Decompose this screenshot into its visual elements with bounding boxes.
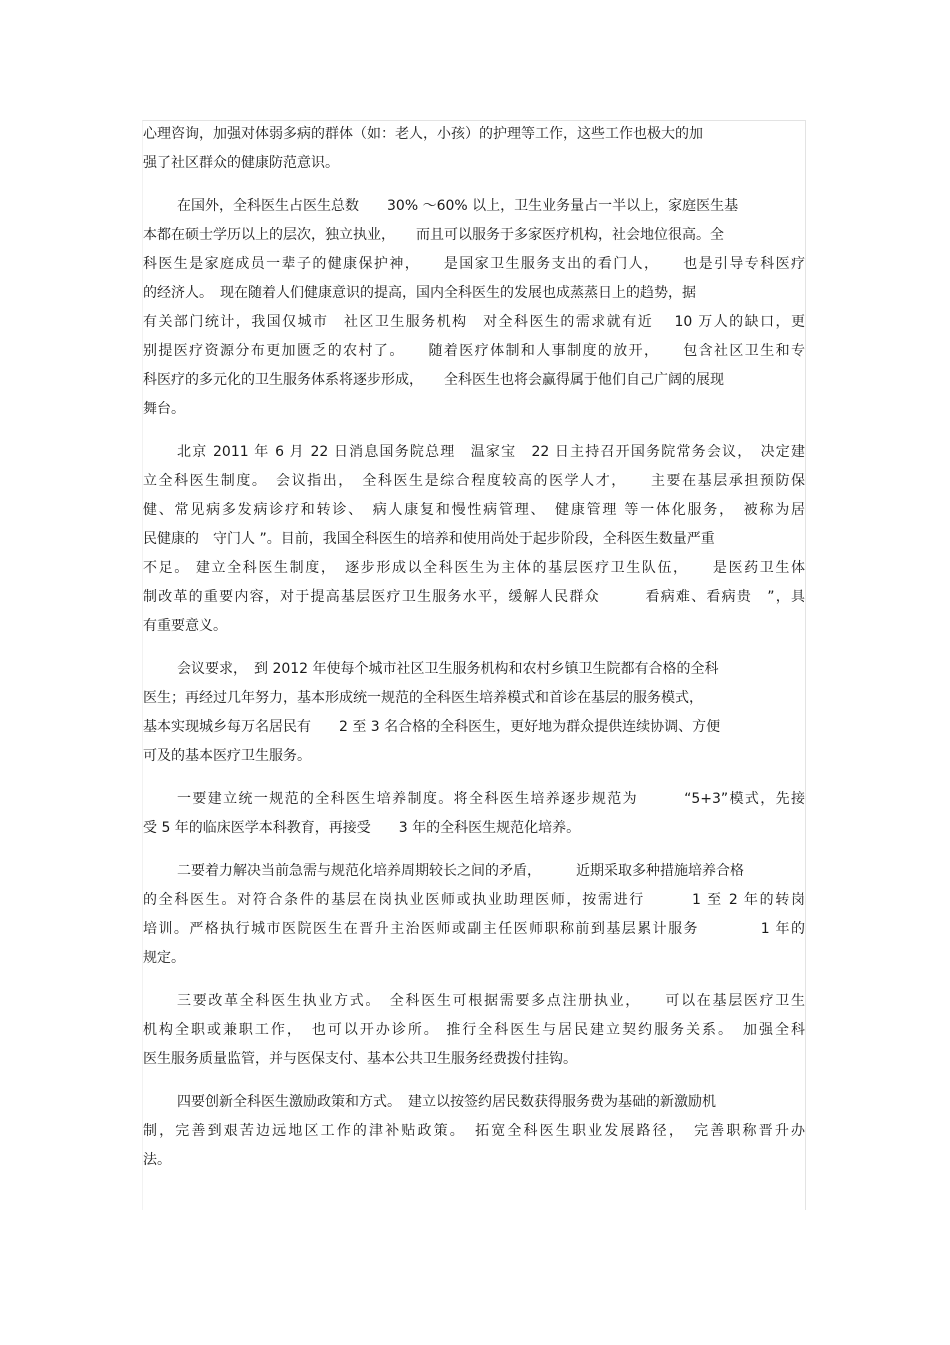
- text-line: 医生；再经过几年努力，基本形成统一规范的全科医生培养模式和首诊在基层的服务模式，: [143, 690, 703, 706]
- paragraph: [143, 1088, 805, 1175]
- paragraph: [143, 785, 805, 843]
- text-line: 一要建立统一规范的全科医生培养制度。将全科医生培养逐步规范为 “5+3”模式，先接: [177, 791, 805, 807]
- paragraph: [143, 655, 805, 771]
- text-line: 的全科医生。对符合条件的基层在岗执业医师或执业助理医师，按需进行 1 至 2 年的转岗: [143, 892, 805, 908]
- text-line: 心理咨询，加强对体弱多病的群体（如：老人，小孩）的护理等工作，这些工作也极大的加: [143, 126, 703, 142]
- text-line: 立全科医生制度。 会议指出， 全科医生是综合程度较高的医学人才， 主要在基层承担预防保: [143, 473, 805, 489]
- text-line: 科医疗的多元化的卫生服务体系将逐步形成， 全科医生也将会赢得属于他们自己广阔的展现: [143, 372, 724, 388]
- text-line: 在国外，全科医生占医生总数 30% ～60% 以上，卫生业务量占一半以上，家庭医生基: [177, 198, 739, 214]
- text-line: 医生服务质量监管，并与医保支付、基本公共卫生服务经费拨付挂钩。: [143, 1051, 577, 1067]
- text-line: 三要改革全科医生执业方式。 全科医生可根据需要多点注册执业， 可以在基层医疗卫生: [177, 993, 805, 1009]
- text-line: 制，完善到艰苦边远地区工作的津补贴政策。 拓宽全科医生职业发展路径， 完善职称晋升办: [143, 1123, 805, 1139]
- text-line: 的经济人。 现在随着人们健康意识的提高，国内全科医生的发展也成蒸蒸日上的趋势，据: [143, 285, 696, 301]
- text-line: 受 5 年的临床医学本科教育，再接受 3 年的全科医生规范化培养。: [143, 820, 581, 836]
- text-line: 二要着力解决当前急需与规范化培养周期较长之间的矛盾， 近期采取多种措施培养合格: [177, 863, 744, 879]
- paragraph: [143, 857, 805, 973]
- text-line: 健、常见病多发病诊疗和转诊、 病人康复和慢性病管理、 健康管理 等一体化服务， 被称为居: [143, 502, 805, 518]
- paragraph: [143, 192, 805, 424]
- text-line: 有关部门统计，我国仅城市 社区卫生服务机构 对全科医生的需求就有近 10 万人的缺口，更: [143, 314, 805, 330]
- text-line: 民健康的 守门人 ”。目前，我国全科医生的培养和使用尚处于起步阶段，全科医生数量严重: [143, 531, 715, 547]
- text-line: 法。: [143, 1152, 171, 1168]
- text-line: 规定。: [143, 950, 185, 966]
- text-line: 可及的基本医疗卫生服务。: [143, 748, 311, 764]
- paragraph: [143, 120, 805, 178]
- text-line: 科医生是家庭成员一辈子的健康保护神， 是国家卫生服务支出的看门人， 也是引导专科医疗: [143, 256, 805, 272]
- text-line: 基本实现城乡每万名居民有 2 至 3 名合格的全科医生，更好地为群众提供连续协调、方便: [143, 719, 721, 735]
- text-line: 有重要意义。: [143, 618, 227, 634]
- text-line: 四要创新全科医生激励政策和方式。 建立以按签约居民数获得服务费为基础的新激励机: [177, 1094, 716, 1110]
- text-line: 不足。 建立全科医生制度， 逐步形成以全科医生为主体的基层医疗卫生队伍， 是医药卫生体: [143, 560, 805, 576]
- text-line: 强了社区群众的健康防范意识。: [143, 155, 339, 171]
- text-line: 培训。严格执行城市医院医生在晋升主治医师或副主任医师职称前到基层累计服务 1 年的: [143, 921, 805, 937]
- text-line: 北京 2011 年 6 月 22 日消息国务院总理 温家宝 22 日主持召开国务院常务会议， 决定建: [177, 444, 805, 460]
- text-line: 机构全职或兼职工作， 也可以开办诊所。 推行全科医生与居民建立契约服务关系。 加强全科: [143, 1022, 805, 1038]
- text-line: 会议要求， 到 2012 年使每个城市社区卫生服务机构和农村乡镇卫生院都有合格的全科: [177, 661, 719, 677]
- paragraph: [143, 987, 805, 1074]
- paragraph: [143, 438, 805, 641]
- text-line: 舞台。: [143, 401, 185, 417]
- text-line: 制改革的重要内容，对于提高基层医疗卫生服务水平，缓解人民群众 看病难、看病贵 ”，具: [143, 589, 805, 605]
- text-line: 别提医疗资源分布更加匮乏的农村了。 随着医疗体制和人事制度的放开， 包含社区卫生和专: [143, 343, 805, 359]
- text-line: 本都在硕士学历以上的层次，独立执业， 而且可以服务于多家医疗机构，社会地位很高。全: [143, 227, 724, 243]
- document-body: [143, 120, 805, 1189]
